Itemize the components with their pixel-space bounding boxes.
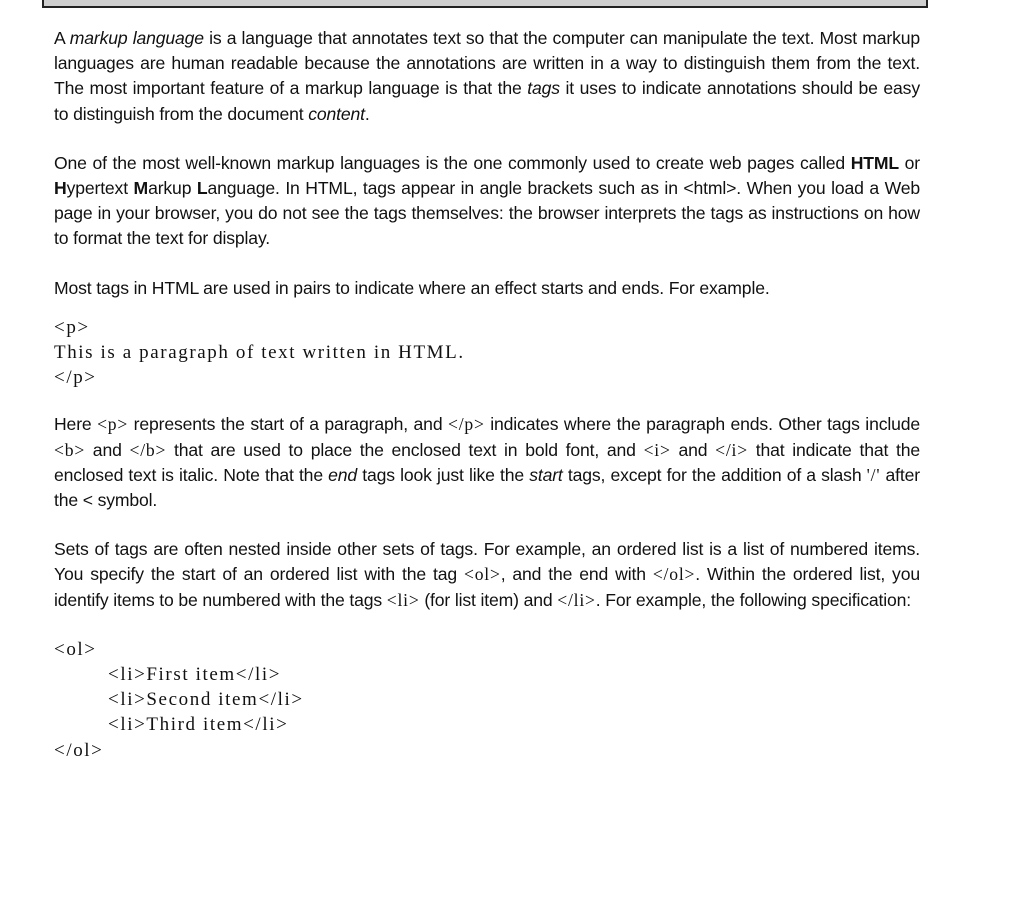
text-run: that are used to place the enclosed text in bold font, and — [166, 439, 644, 460]
paragraph-html-intro — [54, 151, 920, 252]
document-page — [54, 26, 920, 763]
code-line: <li>Third item</li> — [108, 714, 289, 736]
text-run: tags, except for the addition of a slash — [562, 464, 867, 485]
paragraph-tag-explanation — [54, 412, 920, 513]
text-run: anguage — [207, 178, 275, 199]
text-run: and — [85, 439, 130, 460]
inline-code: <ol> — [463, 564, 501, 585]
inline-code: <b> — [54, 439, 86, 460]
text-run: Sets of tags are often nested inside other sets of tags. For example, an ordered list is a list of numbered items. You specify the start of an ordered list with the tag — [54, 539, 920, 585]
text-run: that indicate that the enclosed text is italic. Note that the — [54, 439, 920, 485]
term-tags: tags — [527, 78, 560, 99]
html-abbreviation: HTML — [850, 152, 899, 173]
page-top-border — [42, 0, 928, 8]
inline-code: <p> — [97, 414, 129, 435]
inline-code: </li> — [557, 589, 596, 610]
inline-code: </i> — [715, 439, 748, 460]
code-example-paragraph — [54, 315, 920, 391]
text-run: and — [670, 439, 716, 460]
code-line: </ol> — [54, 739, 104, 761]
code-line: <ol> — [54, 638, 97, 660]
text-run: Here — [54, 414, 98, 435]
text-run: . Within the ordered list, you identify items to be numbered with the tags — [54, 564, 920, 610]
text-run: One of the most well-known markup languages is the one commonly used to create web pages called — [54, 152, 851, 173]
term-content: content — [308, 103, 365, 124]
text-run: or — [898, 152, 920, 173]
initial-l: L — [196, 178, 208, 199]
text-run: tags look just like the — [357, 464, 530, 485]
text-run: it uses to indicate annotations should be easy to distinguish from the document — [54, 78, 920, 124]
term-start: start — [529, 464, 563, 485]
initial-h: H — [54, 178, 67, 199]
paragraph-markup-language-definition — [54, 26, 920, 127]
text-run: represents the start of a paragraph, and — [128, 414, 448, 435]
text-run: . In HTML, tags appear in angle brackets such as in <html>. When you load a Web page in your browser, you do not see the tags themselves: the browser interprets the tags as instructions on how to format the text for display. — [54, 178, 920, 249]
text-run: , and the end with — [500, 564, 653, 585]
code-line: <p> — [54, 316, 90, 338]
inline-code: '/' — [866, 464, 881, 485]
page-top-shading — [44, 0, 926, 6]
code-example-ordered-list — [54, 637, 920, 763]
text-run: . For example, the following specification: — [595, 589, 912, 610]
code-line: </p> — [54, 367, 97, 389]
text-run: arkup — [148, 178, 197, 199]
text-run: indicates where the paragraph ends. Other tags include — [484, 414, 921, 435]
text-run: A — [54, 28, 70, 48]
code-line: <li>Second item</li> — [108, 689, 304, 711]
inline-code: </p> — [448, 414, 485, 435]
term-markup-language: markup language — [69, 28, 204, 48]
paragraph-nested-tags — [54, 537, 920, 613]
text-run: ypertext — [66, 178, 134, 199]
text-run: is a language that annotates text so that the computer can manipulate the text. Most markup languages are human readable because the annotations are written in a way to distinguish them from the text. The most important feature of a markup language is that the — [54, 28, 920, 99]
inline-code: <i> — [643, 439, 671, 460]
inline-code: </b> — [129, 439, 167, 460]
text-run: after the < symbol. — [54, 464, 920, 511]
term-end: end — [328, 464, 358, 485]
inline-code: </ol> — [652, 564, 696, 585]
initial-m: M — [133, 178, 149, 199]
text-run: (for list item) and — [419, 589, 558, 610]
text-run: . — [364, 103, 370, 124]
code-line: This is a paragraph of text written in HTML. — [54, 342, 465, 364]
inline-code: <li> — [386, 589, 420, 610]
paragraph-tags-pairs: Most tags in HTML are used in pairs to indicate where an effect starts and ends. For example. — [54, 277, 770, 298]
code-line: <li>First item</li> — [108, 664, 282, 686]
